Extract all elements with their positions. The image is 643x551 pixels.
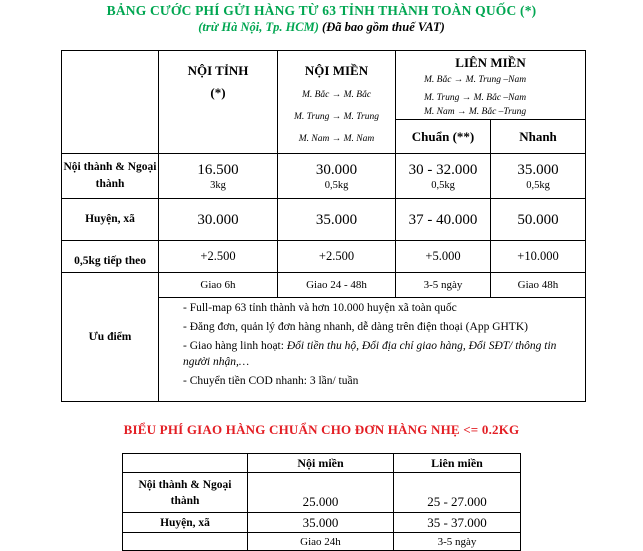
row-label-tiep-theo: 0,5kg tiếp theo	[62, 241, 159, 273]
row-label-huyen: Huyện, xã	[62, 199, 159, 241]
row-label-noi-thanh: Nội thành & Ngoại thành	[62, 154, 159, 199]
header-noi-tinh-note: (*)	[210, 85, 226, 100]
header-chuan: Chuẩn (**)	[396, 120, 491, 154]
cell-tiep-theo-chuan: +5.000	[396, 241, 491, 273]
cell-noi-thanh-chuan	[396, 154, 491, 199]
route-trung: M. Trung → M. Trung	[294, 112, 379, 122]
header-lien-mien-label: LIÊN MIỀN	[455, 55, 526, 70]
page-subtitle	[0, 20, 643, 35]
cell-huyen-noi-mien: 35.000	[278, 199, 396, 241]
header-lien-mien	[396, 51, 586, 120]
cell-noi-thanh-noi-mien	[278, 154, 396, 199]
t2-cell-noi-thanh-noi-mien: 25.000	[248, 473, 394, 513]
pricing-table	[61, 50, 586, 402]
advantage-item: - Đăng đơn, quản lý đơn hàng nhanh, dễ dàng trên điện thoại (App GHTK)	[183, 321, 528, 333]
light-order-table	[122, 453, 521, 551]
t2-empty-time-cell	[123, 533, 248, 551]
price-value: 30 - 32.000	[408, 161, 478, 178]
page-title: BẢNG CƯỚC PHÍ GỬI HÀNG TỪ 63 TỈNH THÀNH TOÀN QUỐC (*)	[106, 3, 537, 18]
cell-huyen-nhanh: 50.000	[491, 199, 586, 241]
cell-noi-thanh-noi-tinh	[159, 154, 278, 199]
cell-huyen-noi-tinh: 30.000	[159, 199, 278, 241]
cell-huyen-chuan: 37 - 40.000	[396, 199, 491, 241]
t2-row-label-noi-thanh: Nội thành & Ngoại thành	[123, 473, 248, 513]
route-lien-nam: M. Nam → M. Bắc –Trung	[424, 107, 527, 117]
header-empty-cell	[62, 51, 159, 154]
cell-tiep-theo-noi-mien: +2.500	[278, 241, 396, 273]
t2-cell-huyen-noi-mien: 35.000	[248, 513, 394, 533]
time-noi-mien: Giao 24 - 48h	[278, 273, 396, 298]
t2-time-lien-mien: 3-5 ngày	[394, 533, 521, 551]
header-noi-mien	[278, 51, 396, 154]
t2-cell-noi-thanh-lien-mien: 25 - 27.000	[394, 473, 521, 513]
weight-value: 0,5kg	[324, 179, 349, 191]
time-noi-tinh: Giao 6h	[159, 273, 278, 298]
route-bac: M. Bắc → M. Bắc	[301, 90, 372, 100]
cell-noi-thanh-nhanh	[491, 154, 586, 199]
t2-header-lien-mien: Liên miền	[394, 454, 521, 473]
advantage-item: - Chuyển tiền COD nhanh: 3 lần/ tuần	[183, 375, 359, 387]
t2-cell-huyen-lien-mien: 35 - 37.000	[394, 513, 521, 533]
subtitle-vat: (Đã bao gồm thuế VAT)	[322, 20, 445, 34]
price-value: 30.000	[315, 161, 358, 178]
header-noi-tinh	[159, 51, 278, 154]
time-chuan: 3-5 ngày	[396, 273, 491, 298]
advantages-list	[159, 298, 586, 402]
weight-value: 0,5kg	[431, 179, 455, 191]
t2-empty-cell	[123, 454, 248, 473]
t2-row-label-huyen: Huyện, xã	[123, 513, 248, 533]
advantage-item: - Full-map 63 tỉnh thành và hơn 10.000 huyện xã toàn quốc	[183, 302, 457, 314]
weight-value: 0,5kg	[526, 179, 550, 191]
time-nhanh: Giao 48h	[491, 273, 586, 298]
header-nhanh: Nhanh	[491, 120, 586, 154]
subtitle-exclusion: (trừ Hà Nội, Tp. HCM)	[198, 20, 319, 34]
t2-time-noi-mien: Giao 24h	[248, 533, 394, 551]
weight-value: 3kg	[210, 179, 226, 191]
route-nam: M. Nam → M. Nam	[298, 134, 375, 144]
row-label-uu-diem: Ưu điểm	[62, 273, 159, 402]
header-noi-mien-label: NỘI MIỀN	[304, 63, 369, 78]
price-value: 35.000	[517, 161, 559, 178]
cell-tiep-theo-noi-tinh: +2.500	[159, 241, 278, 273]
t2-header-noi-mien: Nội miền	[248, 454, 394, 473]
price-value: 16.500	[197, 161, 239, 178]
route-lien-trung: M. Trung → M. Bắc –Nam	[424, 93, 527, 103]
cell-tiep-theo-nhanh: +10.000	[491, 241, 586, 273]
route-lien-bac: M. Bắc → M. Trung –Nam	[424, 75, 527, 85]
advantage-item: - Giao hàng linh hoạt: Đổi tiền thu hộ, Đổi địa chỉ giao hàng, Đổi SĐT/ thông tin người nhận,…	[183, 340, 557, 368]
light-order-title: BIỂU PHÍ GIAO HÀNG CHUẨN CHO ĐƠN HÀNG NHẸ <= 0.2KG	[123, 422, 520, 437]
header-noi-tinh-label: NỘI TỈNH	[187, 63, 249, 78]
